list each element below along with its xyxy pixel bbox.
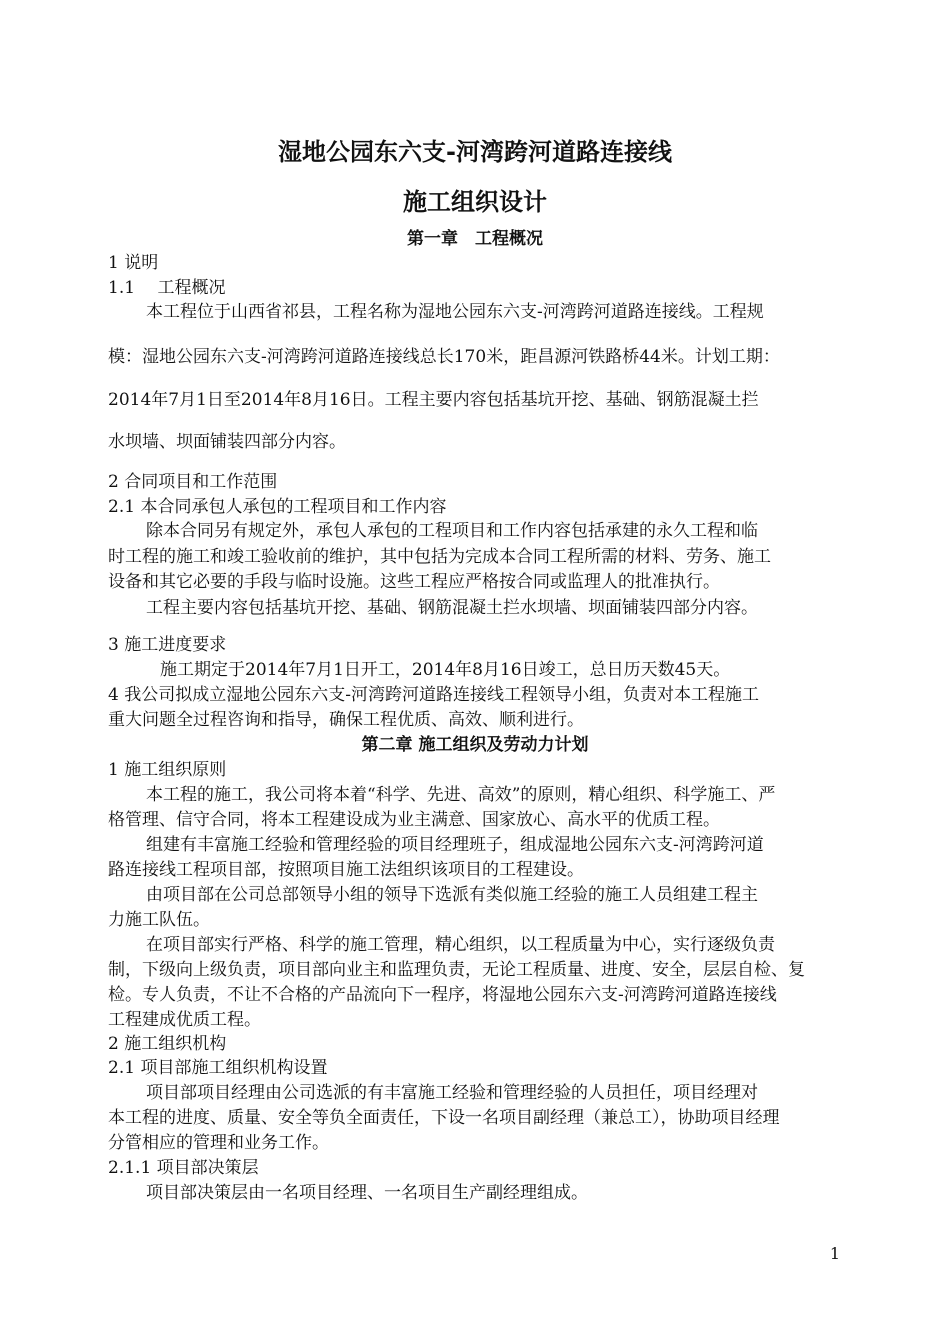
paragraph-line: 施工期定于2014年7月1日开工，2014年8月16日竣工，总日历天数45天。: [160, 660, 731, 680]
paragraph-line: 在项目部实行严格、科学的施工管理，精心组织，以工程质量为中心，实行逐级负责: [146, 935, 775, 955]
section-2-heading: 2 合同项目和工作范围: [108, 472, 278, 492]
paragraph-line: 组建有丰富施工经验和管理经验的项目经理班子，组成湿地公园东六支-河湾跨河道: [146, 835, 764, 855]
paragraph-line: 4 我公司拟成立湿地公园东六支-河湾跨河道路连接线工程领导小组，负责对本工程施工: [108, 685, 759, 705]
paragraph-line: 项目部项目经理由公司选派的有丰富施工经验和管理经验的人员担任，项目经理对: [146, 1083, 758, 1103]
paragraph-line: 工程主要内容包括基坑开挖、基础、钢筋混凝土拦水坝墙、坝面铺装四部分内容。: [146, 598, 758, 618]
document-subtitle: 施工组织设计: [403, 188, 547, 216]
paragraph-line: 除本合同另有规定外，承包人承包的工程项目和工作内容包括承建的永久工程和临: [146, 521, 758, 541]
paragraph-line: 项目部决策层由一名项目经理、一名项目生产副经理组成。: [146, 1183, 588, 1203]
paragraph-line: 本工程的进度、质量、安全等负全面责任，下设一名项目副经理（兼总工），协助项目经理: [108, 1108, 780, 1128]
document-title: 湿地公园东六支-河湾跨河道路连接线: [278, 138, 672, 166]
paragraph-line: 力施工队伍。: [108, 910, 210, 930]
paragraph-line: 模：湿地公园东六支-河湾跨河道路连接线总长170米，距昌源河铁路桥44米。计划工期：: [108, 347, 780, 367]
chapter-1-heading: 第一章 工程概况: [407, 229, 543, 249]
section-heading: 2.1 项目部施工组织机构设置: [108, 1058, 328, 1078]
paragraph-line: 重大问题全过程咨询和指导，确保工程优质、高效、顺利进行。: [108, 710, 584, 730]
section-1-heading: 1 说明: [108, 253, 159, 273]
section-1-1-heading: 1.1 工程概况: [108, 278, 226, 298]
paragraph-line: 检。专人负责，不让不合格的产品流向下一程序，将湿地公园东六支-河湾跨河道路连接线: [108, 985, 777, 1005]
paragraph-line: 本工程位于山西省祁县，工程名称为湿地公园东六支-河湾跨河道路连接线。工程规: [146, 302, 764, 322]
paragraph-line: 2014年7月1日至2014年8月16日。工程主要内容包括基坑开挖、基础、钢筋混凝土拦: [108, 390, 759, 410]
section-3-heading: 3 施工进度要求: [108, 635, 227, 655]
section-heading: 1 施工组织原则: [108, 760, 227, 780]
chapter-2-heading: 第二章 施工组织及劳动力计划: [361, 735, 589, 755]
paragraph-line: 时工程的施工和竣工验收前的维护，其中包括为完成本合同工程所需的材料、劳务、施工: [108, 547, 771, 567]
paragraph-line: 分管相应的管理和业务工作。: [108, 1133, 329, 1153]
paragraph-line: 水坝墙、坝面铺装四部分内容。: [108, 432, 346, 452]
section-heading: 2.1.1 项目部决策层: [108, 1158, 259, 1178]
paragraph-line: 设备和其它必要的手段与临时设施。这些工程应严格按合同或监理人的批准执行。: [108, 572, 720, 592]
paragraph-line: 制，下级向上级负责，项目部向业主和监理负责，无论工程质量、进度、安全，层层自检、复: [108, 960, 805, 980]
section-2-1-heading: 2.1 本合同承包人承包的工程项目和工作内容: [108, 497, 447, 517]
paragraph-line: 本工程的施工，我公司将本着“科学、先进、高效”的原则，精心组织、科学施工、严: [146, 785, 776, 805]
page-number: 1: [829, 1244, 840, 1263]
paragraph-line: 由项目部在公司总部领导小组的领导下选派有类似施工经验的施工人员组建工程主: [146, 885, 758, 905]
paragraph-line: 格管理、信守合同，将本工程建设成为业主满意、国家放心、高水平的优质工程。: [108, 810, 720, 830]
section-heading: 2 施工组织机构: [108, 1034, 227, 1054]
paragraph-line: 工程建成优质工程。: [108, 1010, 261, 1030]
paragraph-line: 路连接线工程项目部，按照项目施工法组织该项目的工程建设。: [108, 860, 584, 880]
